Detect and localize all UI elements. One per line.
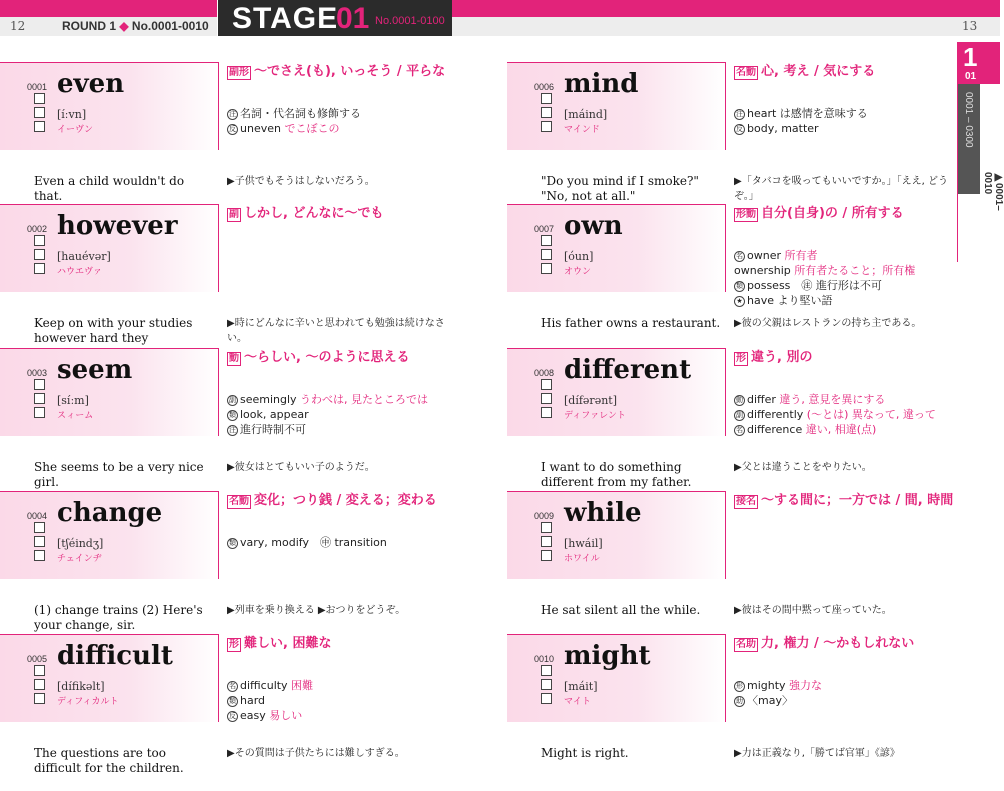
note-text: differ — [747, 393, 776, 406]
note-text: 名詞・代名詞も修飾する — [240, 107, 361, 120]
entry-word: change — [57, 498, 163, 528]
note-line — [734, 392, 964, 407]
round-label — [62, 19, 209, 33]
example-sentence: His father owns a restaurant. — [541, 316, 721, 330]
header-band-right — [451, 0, 1000, 17]
meaning-text: 力, 権力 / ～かもしれない — [761, 636, 915, 651]
part-of-speech-tag: 形動 — [736, 209, 756, 220]
entry-number: 0006 — [534, 82, 555, 92]
note-line — [227, 121, 457, 136]
note-text: look, appear — [240, 408, 309, 421]
note-text: easy — [240, 709, 266, 722]
entry-word: however — [57, 211, 178, 241]
vocab-entry — [0, 610, 460, 775]
entry-divider — [725, 634, 726, 722]
entry-meaning — [734, 634, 964, 654]
meaning-text: 変化；つり銭 / 変える；変わる — [254, 493, 437, 508]
check-box[interactable] — [541, 93, 552, 104]
entry-notes — [734, 248, 964, 308]
note-text: body, matter — [747, 122, 819, 135]
vocab-entry — [0, 38, 460, 203]
note-marker: 注 — [229, 426, 236, 434]
note-meaning: 易しい — [265, 709, 303, 722]
check-box[interactable] — [34, 93, 45, 104]
note-line — [227, 693, 457, 708]
note-marker: 類 — [229, 539, 236, 547]
note-meaning: 違う, 意見を異にする — [775, 393, 886, 406]
meaning-text: ～でさえ(も), いっそう / 平らな — [254, 64, 446, 79]
entry-number: 0002 — [27, 224, 48, 234]
vocab-entry — [507, 180, 967, 330]
note-text: 進行時制不可 — [240, 423, 306, 436]
example-translation: ▶彼の父親はレストランの持ち主である。 — [734, 318, 922, 329]
check-box[interactable] — [541, 121, 552, 132]
note-line — [734, 407, 964, 422]
example-sentence: He sat silent all the while. — [541, 603, 701, 617]
pronunciation: [dífərənt] — [564, 394, 617, 407]
entry-number: 0008 — [534, 368, 555, 378]
entry-number: 0004 — [27, 511, 48, 521]
note-marker: 名 — [736, 252, 743, 260]
entry-notes — [734, 392, 964, 437]
meaning-text: 心, 考え / 気にする — [761, 64, 876, 79]
example-translation: ▶その質問は子供たちには難しすぎる。 — [227, 748, 405, 759]
check-box[interactable] — [34, 263, 45, 274]
note-marker: 助 — [736, 697, 743, 705]
part-of-speech-tag: 形 — [736, 353, 746, 364]
note-marker: 類 — [736, 282, 743, 290]
part-of-speech-tag: 副形 — [229, 67, 249, 78]
entry-word: different — [564, 355, 692, 385]
example-sentence: Keep on with your studies however hard they — [34, 316, 193, 345]
entry-meaning — [734, 348, 964, 368]
vocab-entry — [507, 467, 967, 617]
note-line — [734, 678, 964, 693]
checkboxes — [34, 93, 46, 135]
note-marker: 反 — [229, 125, 236, 133]
note-line — [227, 106, 457, 121]
check-box[interactable] — [541, 235, 552, 246]
entry-divider — [218, 348, 219, 436]
note-marker: 類 — [229, 411, 236, 419]
entry-number: 0001 — [27, 82, 48, 92]
part-of-speech-tag: 接名 — [736, 496, 756, 507]
entry-number: 0009 — [534, 511, 555, 521]
check-box[interactable] — [34, 693, 45, 704]
check-box[interactable] — [34, 550, 45, 561]
entry-word: difficult — [57, 641, 173, 671]
entry-word: own — [564, 211, 623, 241]
note-meaning: 所有者たること；所有権 — [790, 264, 916, 277]
note-meaning: 困難 — [287, 679, 314, 692]
note-line — [734, 293, 964, 308]
header-stripe-right — [451, 17, 1000, 36]
part-of-speech-tag: 形 — [229, 639, 239, 650]
example-translation: ▶力は正義なり,「勝てば官軍」《諺》 — [734, 748, 900, 759]
pronunciation: [máit] — [564, 680, 598, 693]
example-translation: ▶時にどんなに辛いと思われても勉強は続けなさい。 — [227, 318, 445, 344]
check-box[interactable] — [541, 379, 552, 390]
check-box[interactable] — [541, 665, 552, 676]
pronunciation: [óun] — [564, 250, 594, 263]
check-box[interactable] — [34, 393, 45, 404]
checkboxes — [34, 665, 46, 707]
entry-number: 0005 — [27, 654, 48, 664]
stage-range: No.0001-0100 — [375, 15, 445, 27]
example-sentence: I want to do something different from my father. — [541, 460, 692, 489]
part-of-speech-tag: 副 — [229, 209, 239, 220]
note-text: difference — [747, 423, 803, 436]
check-box[interactable] — [541, 263, 552, 274]
entry-word: even — [57, 69, 125, 99]
note-text: heart は感情を意味する — [747, 107, 868, 120]
check-box[interactable] — [34, 121, 45, 132]
note-text: possess ㊟ 進行形は不可 — [747, 279, 882, 292]
note-marker: 副 — [229, 396, 236, 404]
check-box[interactable] — [34, 522, 45, 533]
entry-divider — [725, 204, 726, 292]
entry-word: mind — [564, 69, 639, 99]
note-marker: 動 — [736, 396, 743, 404]
entry-meaning — [734, 62, 964, 82]
note-line — [227, 678, 457, 693]
entry-meaning — [734, 204, 964, 224]
katakana-reading: オウン — [564, 267, 592, 277]
note-marker: ★ — [734, 296, 745, 307]
meaning-text: 難しい, 困難な — [244, 636, 332, 651]
side-tab-range: 0001 – 0300 — [963, 92, 974, 148]
example-sentence: Might is right. — [541, 746, 629, 760]
page-number-left: 12 — [10, 19, 26, 33]
checkboxes — [541, 235, 553, 277]
entry-number: 0003 — [27, 368, 48, 378]
pronunciation: [dífikəlt] — [57, 680, 105, 693]
note-text: hard — [240, 694, 266, 707]
check-box[interactable] — [541, 393, 552, 404]
entry-meaning — [227, 62, 457, 82]
katakana-reading: イーヴン — [57, 125, 94, 135]
katakana-reading: ハウエヴァ — [57, 267, 102, 277]
entry-notes — [227, 535, 457, 550]
check-box[interactable] — [34, 665, 45, 676]
entry-notes — [227, 106, 457, 136]
entry-number: 0010 — [534, 654, 555, 664]
note-meaning: 違い, 相違(点) — [802, 423, 877, 436]
part-of-speech-tag: 名助 — [736, 639, 756, 650]
example-sentence: The questions are too difficult for the children. — [34, 746, 184, 775]
note-line — [734, 248, 964, 263]
checkboxes — [541, 93, 553, 135]
check-box[interactable] — [541, 679, 552, 690]
entry-number: 0007 — [534, 224, 555, 234]
note-marker: 反 — [736, 125, 743, 133]
check-box[interactable] — [541, 693, 552, 704]
note-meaning: (～とは) 異なって, 違って — [803, 408, 936, 421]
entry-meaning — [227, 634, 457, 654]
example-translation: ▶彼はその間中黙って座っていた。 — [734, 605, 892, 616]
entry-meaning — [734, 491, 964, 511]
note-text: seemingly — [240, 393, 297, 406]
check-box[interactable] — [34, 235, 45, 246]
note-line — [734, 121, 964, 136]
entry-word: while — [564, 498, 642, 528]
entry-notes — [734, 106, 964, 136]
entry-divider — [725, 62, 726, 150]
entry-meaning — [227, 204, 457, 224]
note-line — [734, 106, 964, 121]
note-text: vary, modify ㊥ transition — [240, 536, 387, 549]
note-text: differently — [747, 408, 804, 421]
check-box[interactable] — [541, 249, 552, 260]
note-marker: 反 — [229, 712, 236, 720]
check-box[interactable] — [34, 107, 45, 118]
note-line — [734, 422, 964, 437]
note-line — [227, 407, 457, 422]
meaning-text: しかし, どんなに～でも — [244, 206, 384, 221]
entry-meaning — [227, 348, 457, 368]
check-box[interactable] — [34, 379, 45, 390]
katakana-reading: ディフィカルト — [57, 697, 119, 707]
note-text: ownership — [734, 264, 791, 277]
vocab-entry — [507, 324, 967, 489]
page-number-right: 13 — [962, 19, 978, 33]
entry-divider — [725, 491, 726, 579]
note-line — [734, 693, 964, 708]
note-text: have より堅い語 — [747, 294, 833, 307]
note-marker: 注 — [229, 110, 236, 118]
stage-number: 01 — [336, 2, 370, 35]
header-band-left — [0, 0, 217, 17]
note-line — [227, 422, 457, 437]
meaning-text: ～する間に；一方では / 間, 時間 — [761, 493, 954, 508]
entry-notes — [227, 392, 457, 437]
note-text: mighty — [747, 679, 786, 692]
vocab-entry — [0, 324, 460, 489]
stage-banner — [218, 0, 452, 36]
katakana-reading: マイト — [564, 697, 591, 707]
round-text: ROUND 1 — [62, 19, 117, 33]
katakana-reading: ホワイル — [564, 554, 600, 564]
example-translation: ▶「タバコを吸ってもいいですか。」「ええ, どうぞ。」 — [734, 176, 948, 202]
meaning-text: 違う, 別の — [751, 350, 813, 365]
entry-divider — [218, 204, 219, 292]
part-of-speech-tag: 動 — [229, 353, 239, 364]
example-translation: ▶子供でもそうはしないだろう。 — [227, 176, 375, 187]
checkboxes — [34, 235, 46, 277]
round-range: No.0001-0010 — [131, 19, 209, 33]
checkboxes — [541, 379, 553, 421]
entry-notes — [734, 678, 964, 708]
entry-meaning — [227, 491, 457, 511]
entry-word: seem — [57, 355, 133, 385]
pronunciation: [íːvn] — [57, 108, 87, 121]
pronunciation: [hwáil] — [564, 537, 603, 550]
checkboxes — [541, 522, 553, 564]
entry-divider — [218, 491, 219, 579]
example-translation: ▶列車を乗り換える ▶おつりをどうぞ。 — [227, 605, 406, 616]
example-sentence: She seems to be a very nice girl. — [34, 460, 204, 489]
note-marker: 名 — [229, 682, 236, 690]
entry-notes — [227, 678, 457, 723]
entry-divider — [725, 348, 726, 436]
katakana-reading: チェインヂ — [57, 554, 102, 564]
note-marker: 類 — [229, 697, 236, 705]
note-line — [227, 535, 457, 550]
entry-divider — [218, 634, 219, 722]
check-box[interactable] — [541, 407, 552, 418]
note-text: 〈may〉 — [747, 694, 793, 707]
note-line — [734, 278, 964, 293]
vocab-entry — [507, 610, 967, 760]
note-marker: 名 — [736, 426, 743, 434]
part-of-speech-tag: 名動 — [736, 67, 756, 78]
katakana-reading: マインド — [564, 125, 600, 135]
example-translation: ▶彼女はとてもいい子のようだ。 — [227, 462, 375, 473]
note-text: difficulty — [240, 679, 288, 692]
checkboxes — [541, 665, 553, 707]
note-marker: 形 — [736, 682, 743, 690]
note-marker: 注 — [736, 110, 743, 118]
entry-divider — [218, 62, 219, 150]
note-line — [227, 708, 457, 723]
vocab-entry — [0, 180, 460, 345]
note-meaning: 強力な — [785, 679, 823, 692]
check-box[interactable] — [34, 536, 45, 547]
side-tab-big: 1 — [963, 42, 978, 72]
side-tab-current: ▶0001–0010 — [982, 172, 1004, 211]
pronunciation: [máind] — [564, 108, 608, 121]
note-line — [227, 392, 457, 407]
example-sentence: (1) change trains (2) Here's your change, sir. — [34, 603, 203, 632]
note-meaning: 所有者 — [781, 249, 818, 262]
checkboxes — [34, 379, 46, 421]
part-of-speech-tag: 名動 — [229, 496, 249, 507]
note-marker: 副 — [736, 411, 743, 419]
katakana-reading: ディファレント — [564, 411, 626, 421]
diamond-icon: ◆ — [119, 19, 132, 33]
example-sentence: Even a child wouldn't do that. — [34, 174, 185, 203]
note-meaning: でこぼこの — [280, 122, 340, 135]
stage-label: STAGE — [232, 2, 339, 35]
example-translation: ▶父とは違うことをやりたい。 — [734, 462, 872, 473]
check-box[interactable] — [34, 249, 45, 260]
example-sentence: "Do you mind if I smoke?" "No, not at all." — [541, 174, 699, 203]
meaning-text: 自分(自身)の / 所有する — [761, 206, 904, 221]
vocab-entry — [507, 38, 967, 203]
side-tab-small: 01 — [965, 71, 977, 82]
vocab-entry — [0, 467, 460, 632]
check-box[interactable] — [34, 679, 45, 690]
entry-word: might — [564, 641, 651, 671]
pronunciation: [hauévər] — [57, 250, 111, 263]
katakana-reading: スィーム — [57, 411, 94, 421]
note-text: owner — [747, 249, 781, 262]
check-box[interactable] — [541, 522, 552, 533]
note-text: uneven — [240, 122, 281, 135]
pronunciation: [tʃéindʒ] — [57, 537, 104, 550]
check-box[interactable] — [541, 536, 552, 547]
check-box[interactable] — [541, 107, 552, 118]
checkboxes — [34, 522, 46, 564]
check-box[interactable] — [541, 550, 552, 561]
pronunciation: [síːm] — [57, 394, 89, 407]
note-meaning: うわべは, 見たところでは — [296, 393, 428, 406]
check-box[interactable] — [34, 407, 45, 418]
note-line — [734, 263, 964, 278]
meaning-text: ～らしい, ～のように思える — [244, 350, 410, 365]
